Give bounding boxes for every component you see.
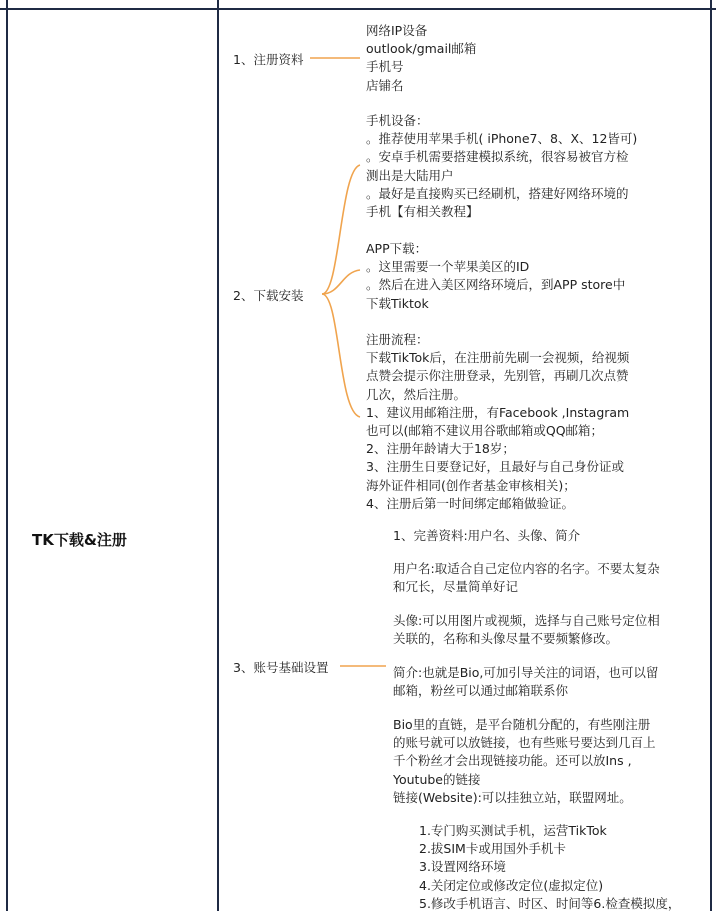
connector-download-flow [322,294,360,417]
phone-line: 。推荐使用苹果手机( iPhone7、8、X、12皆可) [366,131,638,147]
step-line: 4.关闭定位或修改定位(虚拟定位) [419,877,604,893]
root-title: TK下载&注册 [32,531,127,549]
register-details [366,22,476,95]
flow-line: 1、建议用邮箱注册，有Facebook ,Instagram [366,404,630,420]
register-line: 手机号 [366,59,404,75]
step-line: 3.设置网络环境 [419,859,506,875]
account-line: 1、完善资料:用户名、头像、简介 [393,528,581,543]
step-line: 2.拔SIM卡或用国外手机卡 [419,841,566,857]
phone-line: 。最好是直接购买已经刷机，搭建好网络环境的 [366,185,629,201]
account-line: 邮箱，粉丝可以通过邮箱联系你 [393,683,569,699]
account-line: Youtube的链接 [393,771,481,787]
account-bio-note [393,664,658,700]
account-username-note [393,560,660,596]
flow-line: 点赞会提示你注册登录，先别管，再刷几次点赞 [366,368,629,384]
branch-register-label: 1、注册资料 [233,52,304,67]
flow-line: 也可以(邮箱不建议用谷歌邮箱或QQ邮箱； [366,423,604,439]
account-line: Bio里的直链，是平台随机分配的，有些刚注册 [393,717,651,732]
account-line: 和冗长，尽量简单好记 [393,579,519,595]
register-line: 网络IP设备 [366,23,428,38]
flow-line: 下载TikTok后，在注册前先刷一会视频，给视频 [366,350,630,366]
app-line: 下载Tiktok [366,295,429,311]
flow-line: 几次，然后注册。 [366,386,467,402]
account-line: 头像:可以用图片或视频，选择与自己账号定位相 [393,613,660,628]
phone-line: 测出是大陆用户 [366,167,454,183]
download-phone-notes [366,112,637,221]
download-flow-notes [366,331,629,513]
account-profile-heading [393,527,580,545]
register-line: outlook/gmail邮箱 [366,41,477,57]
account-line: 千个粉丝才会出现链接功能。还可以放Ins , [393,753,632,769]
flow-line: 4、注册后第一时间绑定邮箱做验证。 [366,495,574,511]
account-setup-steps [419,822,680,913]
phone-line: 。安卓手机需要搭建模拟系统，很容易被官方检 [366,149,629,165]
phone-line: 手机【有相关教程】 [366,204,479,220]
app-line: 。这里需要一个苹果美区的ID [366,259,530,275]
register-line: 店铺名 [366,77,404,93]
connector-download-phone [322,165,360,294]
flow-line: 海外证件相同(创作者基金审核相关)； [366,477,576,493]
branch-account-label: 3、账号基础设置 [233,660,329,675]
step-line: 1.专门购买测试手机，运营TikTok [419,823,607,838]
account-avatar-note [393,612,660,648]
account-link-note [393,716,656,807]
account-line: 简介:也就是Bio,可加引导关注的词语，也可以留 [393,665,659,680]
flow-line: 3、注册生日要登记好，且最好与自己身份证或 [366,459,624,475]
account-line: 关联的，名称和头像尽量不要频繁修改。 [393,631,619,647]
account-line: 用户名:取适合自己定位内容的名字。不要太复杂 [393,561,660,576]
step-line: 5.修改手机语言、时区、时间等6.检查模拟度， [419,895,681,911]
app-line: APP下载： [366,241,428,256]
flow-line: 2、注册年龄请大于18岁； [366,441,515,457]
phone-line: 手机设备： [366,113,429,128]
branch-download-label: 2、下载安装 [233,288,304,303]
app-line: 。然后在进入美区网络环境后，到APP store中 [366,277,626,293]
download-app-notes [366,240,625,313]
flow-line: 注册流程： [366,332,429,347]
account-line: 链接(Website):可以挂独立站，联盟网址。 [393,789,632,805]
account-line: 的账号就可以放链接，也有些账号要达到几百上 [393,735,656,751]
